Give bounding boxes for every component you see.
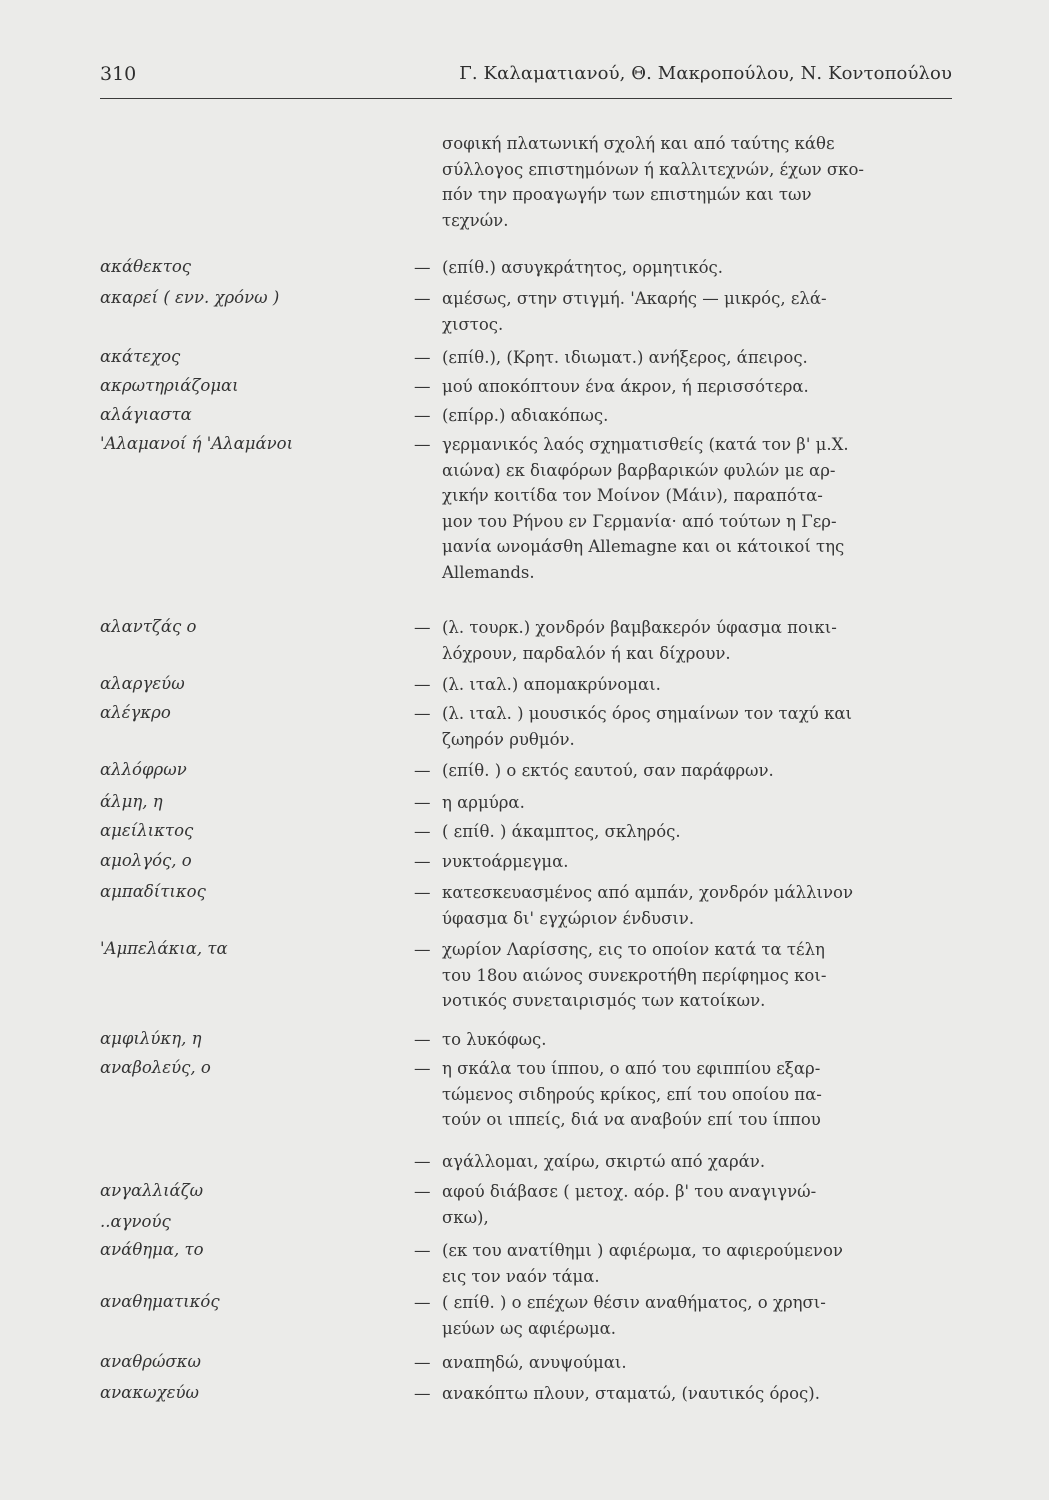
entry-dash: — bbox=[414, 406, 431, 425]
entry-definition bbox=[442, 131, 954, 233]
entry-lemma: ακάθεκτος bbox=[100, 257, 192, 276]
entry-dash: — bbox=[414, 940, 431, 959]
entry-definition bbox=[414, 880, 954, 931]
definition-line: ζωηρόν ρυθμόν. bbox=[442, 729, 575, 749]
entry-lemma: ανάθημα, το bbox=[100, 1240, 204, 1259]
definition-line: αφού διάβασε ( μετοχ. αόρ. β' του αναγιγνώ- bbox=[442, 1182, 817, 1201]
entry-dash: — bbox=[414, 1059, 431, 1078]
entry-definition bbox=[414, 1027, 954, 1053]
definition-line: (επίθ.) ασυγκράτητος, ορμητικός. bbox=[442, 258, 723, 277]
definition-line: (εκ του ανατίθημι ) αφιέρωμα, το αφιερούμενον bbox=[442, 1241, 843, 1260]
entry-definition bbox=[414, 790, 954, 816]
entry-dash: — bbox=[414, 822, 431, 841]
entry-dash: — bbox=[414, 883, 431, 902]
entry-lemma: αλέγκρο bbox=[100, 703, 171, 722]
entry-lemma: ..αγνούς bbox=[100, 1212, 171, 1231]
definition-line: του 18ου αιώνος συνεκροτήθη περίφημος κοι- bbox=[442, 965, 827, 985]
entry-definition bbox=[414, 286, 954, 337]
definition-line: τώμενος σιδηρούς κρίκος, επί του οποίου πα- bbox=[442, 1084, 822, 1104]
entry-definition bbox=[414, 849, 954, 875]
entry-definition bbox=[414, 1056, 954, 1133]
definition-line: αμέσως, στην στιγμή. 'Ακαρής — μικρός, ελά- bbox=[442, 289, 827, 308]
definition-line: πόν την προαγωγήν των επιστημών και των bbox=[442, 185, 812, 204]
entry-lemma: αναθηματικός bbox=[100, 1292, 220, 1311]
entry-dash: — bbox=[414, 289, 431, 308]
definition-line: (επίρρ.) αδιακόπως. bbox=[442, 406, 609, 425]
entry-definition bbox=[414, 1149, 954, 1175]
definition-line: το λυκόφως. bbox=[442, 1030, 547, 1049]
entry-lemma: αλαργεύω bbox=[100, 674, 185, 693]
entry-dash: — bbox=[414, 761, 431, 780]
definition-line: σκω), bbox=[442, 1207, 489, 1227]
entry-dash: — bbox=[414, 1241, 431, 1260]
definition-line: τεχνών. bbox=[442, 210, 509, 230]
definition-line: μον του Ρήνου εν Γερμανία· από τούτων η Γερ- bbox=[442, 511, 837, 531]
entry-definition bbox=[414, 819, 954, 845]
definition-line: (επίθ.), (Κρητ. ιδιωματ.) ανήξερος, άπειρος. bbox=[442, 348, 808, 367]
definition-line: σοφική πλατωνική σχολή και από ταύτης κάθε bbox=[442, 134, 835, 153]
entry-definition bbox=[414, 1350, 954, 1376]
entry-lemma: αλαντζάς ο bbox=[100, 617, 197, 636]
entry-dash: — bbox=[414, 675, 431, 694]
entry-definition bbox=[414, 1381, 954, 1407]
entry-dash: — bbox=[414, 1293, 431, 1312]
definition-line: γερμανικός λαός σχηματισθείς (κατά τον β' μ.Χ. bbox=[442, 435, 849, 454]
definition-line: ( επίθ. ) άκαμπτος, σκληρός. bbox=[442, 822, 681, 841]
definition-line: αιώνα) εκ διαφόρων βαρβαρικών φυλών με αρ- bbox=[442, 460, 836, 480]
entry-dash: — bbox=[414, 793, 431, 812]
entry-dash: — bbox=[414, 1384, 431, 1403]
entry-dash: — bbox=[414, 377, 431, 396]
definition-line: (λ. ιταλ.) απομακρύνομαι. bbox=[442, 675, 661, 694]
definition-line: η σκάλα του ίππου, ο από του εφιππίου εξαρ- bbox=[442, 1059, 821, 1078]
definition-line: σύλλογος επιστημόνων ή καλλιτεχνών, έχων σκο- bbox=[442, 159, 864, 179]
entry-dash: — bbox=[414, 258, 431, 277]
definition-line: αγάλλομαι, χαίρω, σκιρτώ από χαράν. bbox=[442, 1152, 766, 1171]
definition-line: μεύων ως αφιέρωμα. bbox=[442, 1318, 616, 1338]
entry-lemma: ακρωτηριάζομαι bbox=[100, 376, 239, 395]
entry-dash: — bbox=[414, 704, 431, 723]
entry-definition bbox=[414, 1179, 954, 1230]
entry-lemma: αμείλικτος bbox=[100, 821, 194, 840]
definition-line: ύφασμα δι' εγχώριον ένδυσιν. bbox=[442, 908, 695, 928]
entry-lemma: αλάγιαστα bbox=[100, 405, 192, 424]
definition-line: Allemands. bbox=[442, 562, 535, 582]
definition-line: κατεσκευασμένος από αμπάν, χονδρόν μάλλινον bbox=[442, 883, 854, 902]
definition-line: ανακόπτω πλουν, σταματώ, (ναυτικός όρος). bbox=[442, 1384, 820, 1403]
definition-line: αναπηδώ, ανυψούμαι. bbox=[442, 1353, 627, 1372]
entry-lemma: αλλόφρων bbox=[100, 760, 187, 779]
entry-definition bbox=[414, 615, 954, 666]
definition-line: ( επίθ. ) ο επέχων θέσιν αναθήματος, ο χρησι- bbox=[442, 1293, 826, 1312]
entry-lemma: αμολγός, ο bbox=[100, 851, 192, 870]
entry-dash: — bbox=[414, 348, 431, 367]
page-header bbox=[100, 63, 952, 91]
definition-line: χιστος. bbox=[442, 314, 504, 334]
definition-line: χωρίον Λαρίσσης, εις το οποίον κατά τα τέλη bbox=[442, 940, 825, 959]
entry-dash: — bbox=[414, 1030, 431, 1049]
entry-lemma: αναβολεύς, ο bbox=[100, 1058, 211, 1077]
entry-lemma: ανγαλλιάζω bbox=[100, 1181, 204, 1200]
entry-dash: — bbox=[414, 618, 431, 637]
entry-definition bbox=[414, 374, 954, 400]
entry-lemma: άλμη, η bbox=[100, 792, 163, 811]
header-rule bbox=[100, 98, 952, 99]
definition-line: (επίθ. ) ο εκτός εαυτού, σαν παράφρων. bbox=[442, 761, 774, 780]
entry-definition bbox=[414, 432, 954, 585]
entry-dash: — bbox=[414, 1182, 431, 1201]
entry-dash: — bbox=[414, 852, 431, 871]
definition-line: μανία ωνομάσθη Allemagne και οι κάτοικοί της bbox=[442, 537, 845, 556]
page-number: 310 bbox=[100, 63, 137, 85]
definition-line: η αρμύρα. bbox=[442, 793, 525, 812]
definition-line: νοτικός συνεταιρισμός των κατοίκων. bbox=[442, 991, 766, 1010]
definition-line: τούν οι ιππείς, διά να αναβούν επί του ίππου bbox=[442, 1110, 821, 1129]
entry-definition bbox=[414, 1290, 954, 1341]
entry-lemma: ακάτεχος bbox=[100, 347, 181, 366]
definition-line: χικήν κοιτίδα τον Μοίνον (Μάιν), παραπότα- bbox=[442, 486, 823, 505]
entry-definition bbox=[414, 672, 954, 698]
definition-line: εις τον ναόν τάμα. bbox=[442, 1266, 600, 1286]
definition-line: μού αποκόπτουν ένα άκρον, ή περισσότερα. bbox=[442, 377, 809, 396]
entry-definition bbox=[414, 255, 954, 281]
entry-dash: — bbox=[414, 435, 431, 454]
definition-line: νυκτοάρμεγμα. bbox=[442, 852, 569, 871]
entry-lemma: αναθρώσκω bbox=[100, 1352, 201, 1371]
entry-dash: — bbox=[414, 1353, 431, 1372]
entry-lemma: αμφιλύκη, η bbox=[100, 1029, 202, 1048]
entry-lemma: 'Αλαμανοί ή 'Αλαμάνοι bbox=[100, 434, 294, 453]
entry-lemma: αμπαδίτικος bbox=[100, 882, 206, 901]
entry-definition bbox=[414, 345, 954, 371]
definition-line: λόχρουν, παρδαλόν ή και δίχρουν. bbox=[442, 643, 731, 663]
entry-definition bbox=[414, 758, 954, 784]
entry-lemma: ακαρεί ( ενν. χρόνω ) bbox=[100, 288, 280, 307]
entry-lemma: 'Αμπελάκια, τα bbox=[100, 939, 228, 958]
definition-line: (λ. τουρκ.) χονδρόν βαμβακερόν ύφασμα ποικι- bbox=[442, 618, 837, 637]
running-head: Γ. Καλαματιανού, Θ. Μακροπούλου, Ν. Κοντοπούλου bbox=[459, 63, 952, 84]
entry-definition bbox=[414, 1238, 954, 1289]
entry-lemma: ανακωχεύω bbox=[100, 1383, 199, 1402]
entry-definition bbox=[414, 403, 954, 429]
definition-line: (λ. ιταλ. ) μουσικός όρος σημαίνων τον ταχύ και bbox=[442, 704, 853, 723]
entry-definition bbox=[414, 937, 954, 1014]
entry-definition bbox=[414, 701, 954, 752]
entry-dash: — bbox=[414, 1152, 431, 1171]
